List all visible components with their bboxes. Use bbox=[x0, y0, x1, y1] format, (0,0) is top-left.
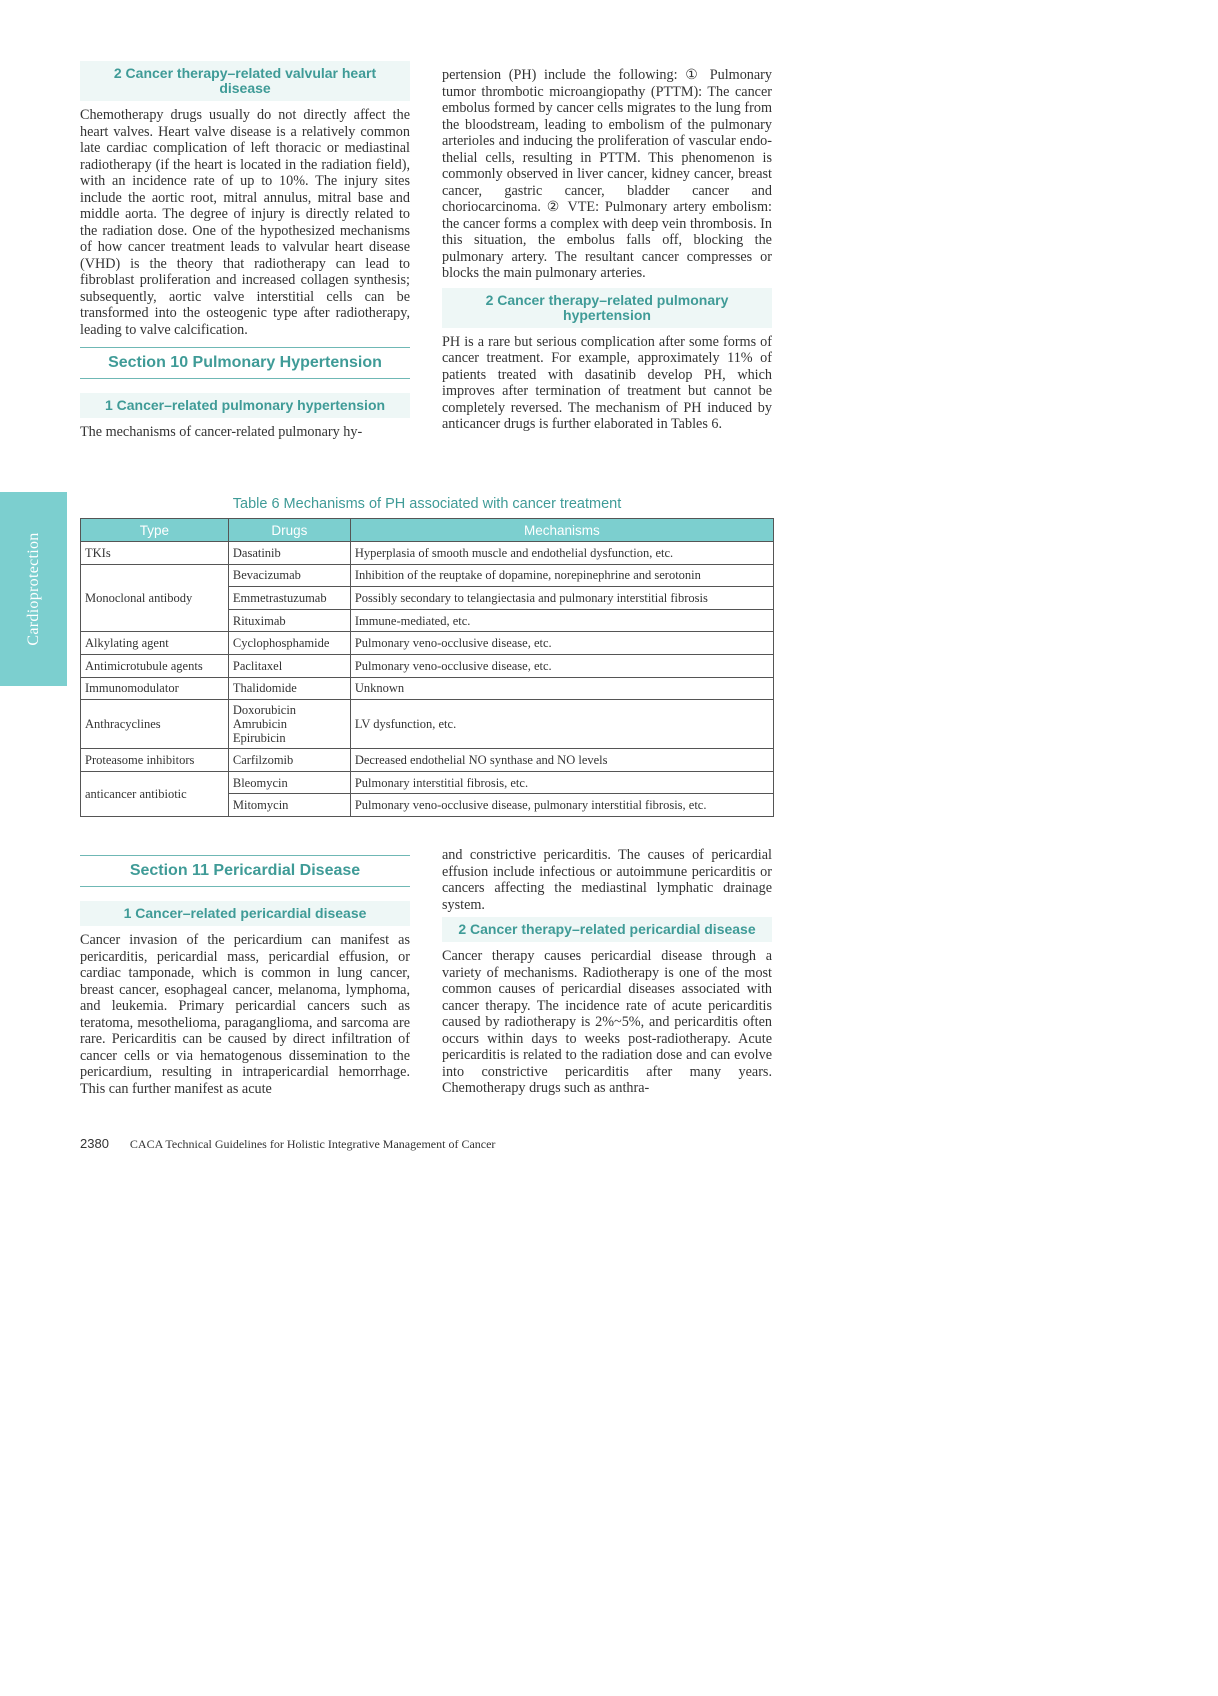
cell-drug: Paclitaxel bbox=[228, 654, 350, 677]
cell-drug: Amrubicin bbox=[232, 717, 288, 732]
cell-mechanism: Pulmonary veno-occlusive disease, etc. bbox=[350, 654, 773, 677]
cell-type: Anthracyclines bbox=[81, 700, 229, 749]
page-footer bbox=[80, 1136, 495, 1152]
cell-mechanism: Pulmonary veno-occlusive disease, pulmonary interstitial fibrosis, etc. bbox=[350, 794, 773, 817]
cell-mechanism: Decreased endothelial NO synthase and NO levels bbox=[350, 749, 773, 772]
cell-drug: Rituximab bbox=[228, 609, 350, 632]
cell-type: Immunomodulator bbox=[81, 677, 229, 700]
cell-mechanism: Unknown bbox=[350, 677, 773, 700]
cell-type: TKIs bbox=[81, 542, 229, 565]
table-header-row bbox=[81, 519, 774, 542]
table-row bbox=[81, 677, 774, 700]
cell-drug: Epirubicin bbox=[232, 731, 286, 746]
subheading-therapy-related-pericardial: 2 Cancer therapy–related pericardial disease bbox=[442, 917, 772, 942]
paragraph-therapy-related-ph: PH is a rare but serious complication after some forms of cancer treatment. For example, approximately 11% of patients treated with dasatinib develop PH, which improves after termination of treatment but cannot be completely reversed. The mechanism of PH induced by anticancer drugs is further elaborated in Tables 6. bbox=[442, 333, 772, 432]
cell-mechanism: Hyperplasia of smooth muscle and endothelial dysfunction, etc. bbox=[350, 542, 773, 565]
cell-mechanism: Pulmonary veno-occlusive disease, etc. bbox=[350, 632, 773, 655]
cell-mechanism: Possibly secondary to telangiectasia and pulmonary interstitial fibrosis bbox=[350, 587, 773, 610]
side-tab-label: Cardioprotection bbox=[24, 532, 42, 646]
cell-type: Proteasome inhibitors bbox=[81, 749, 229, 772]
subheading-cancer-related-ph: 1 Cancer–related pulmonary hypertension bbox=[80, 393, 410, 418]
cell-mechanism: Pulmonary interstitial fibrosis, etc. bbox=[350, 771, 773, 794]
section-heading-pulmonary: Section 10 Pulmonary Hypertension bbox=[80, 347, 410, 379]
paragraph-cancer-related-ph: The mechanisms of cancer-related pulmonary hy- bbox=[80, 424, 363, 440]
cell-mechanism: LV dysfunction, etc. bbox=[350, 700, 773, 749]
bottom-left-column bbox=[80, 855, 410, 1097]
subheading-therapy-related-ph: 2 Cancer therapy–related pulmonary hypertension bbox=[442, 288, 772, 328]
cell-drug: Bleomycin bbox=[228, 771, 350, 794]
top-left-column bbox=[80, 61, 410, 441]
subheading-valvular: 2 Cancer therapy–related valvular heart disease bbox=[80, 61, 410, 101]
table-row bbox=[81, 771, 774, 794]
cell-type: Alkylating agent bbox=[81, 632, 229, 655]
paragraph-therapy-related-pericardial: Cancer therapy causes pericardial disease through a variety of mechanisms. Radiotherapy is one of the most common causes of pericardial diseases associated with cancer therapy. The incidence rate of acute pericarditis caused by radiotherapy is 2%~5%, and pericarditis often occurs within days to weeks post-radiotherapy. Acute pericarditis is related to the radiation dose and can evolve into constrictive pericarditis after many years. Chemotherapy drugs such as anthra- bbox=[442, 948, 772, 1096]
table-row bbox=[81, 700, 774, 749]
cell-drug: Mitomycin bbox=[228, 794, 350, 817]
column-header-mechanisms: Mechanisms bbox=[350, 519, 773, 542]
page-number: 2380 bbox=[80, 1136, 109, 1151]
cell-mechanism: Inhibition of the reuptake of dopamine, norepinephrine and serotonin bbox=[350, 564, 773, 587]
cell-drugs-multi bbox=[228, 700, 350, 749]
cell-drug: Bevacizumab bbox=[228, 564, 350, 587]
cell-drug: Cyclophosphamide bbox=[228, 632, 350, 655]
table-row bbox=[81, 749, 774, 772]
table-row bbox=[81, 654, 774, 677]
paragraph-pericardial-causes: and constrictive pericarditis. The causes of pericardial effusion include infectious or autoimmune pericarditis or cancers affecting the mediastinal lymphatic drainage system. bbox=[442, 847, 772, 913]
side-tab bbox=[0, 492, 67, 686]
section-heading-pericardial: Section 11 Pericardial Disease bbox=[80, 855, 410, 887]
paragraph-cancer-related-pericardial: Cancer invasion of the pericardium can manifest as pericarditis, pericardial mass, pericardial effusion, or cardiac tamponade, which is common in lung cancer, breast cancer, esophageal cancer, melanoma, lymphoma, and leukemia. Primary pericardial cancers such as teratoma, mesothelioma, paraganglioma, and sarcoma are rare. Pericarditis can be caused by direct infiltration of cancer cells or via hematogenous dissemination to the pericardium, resulting in intrapericardial hemorrhage. This can further manifest as acute bbox=[80, 932, 410, 1097]
column-header-drugs: Drugs bbox=[228, 519, 350, 542]
cell-drug: Dasatinib bbox=[228, 542, 350, 565]
cell-type: Monoclonal antibody bbox=[81, 564, 229, 632]
top-right-column bbox=[442, 67, 772, 433]
table-row bbox=[81, 564, 774, 587]
bottom-right-column bbox=[442, 847, 772, 1097]
table-row bbox=[81, 632, 774, 655]
subheading-cancer-related-pericardial: 1 Cancer–related pericardial disease bbox=[80, 901, 410, 926]
running-title: CACA Technical Guidelines for Holistic Integrative Management of Cancer bbox=[129, 1137, 496, 1151]
cell-type: Antimicrotubule agents bbox=[81, 654, 229, 677]
cell-drug: Doxorubicin bbox=[232, 703, 297, 718]
cell-type: anticancer antibiotic bbox=[81, 771, 229, 816]
paragraph-valvular: Chemotherapy drugs usually do not directly affect the heart valves. Heart valve disease is a relatively common late cardiac complication of left thoracic or mediastinal radiotherapy (if the heart is located in the radiation field), with an incidence rate of up to 10%. The injury sites include the aortic root, mitral annulus, mitral base and middle aorta. The degree of injury is directly related to the radiation dose. One of the hypothesized mechanisms of how cancer treatment leads to valvular heart disease (VHD) is the theory that radiotherapy can lead to fibroblast proliferation and increased collagen synthesis; subsequently, aortic valve interstitial cells can be transformed into the osteogenic type after radiotherapy, leading to valve calcification. bbox=[80, 107, 410, 338]
cell-mechanism: Immune-mediated, etc. bbox=[350, 609, 773, 632]
mechanisms-table bbox=[80, 518, 774, 817]
cell-drug: Emmetrastuzumab bbox=[228, 587, 350, 610]
column-header-type: Type bbox=[81, 519, 229, 542]
cell-drug: Thalidomide bbox=[228, 677, 350, 700]
table-row bbox=[81, 542, 774, 565]
cell-drug: Carfilzomib bbox=[228, 749, 350, 772]
paragraph-ph-mechanisms: pertension (PH) include the following: ① Pulmonary tumor thrombotic microangiopathy (PTTM): The cancer embolus formed by cancer cells migrates to the lung from the bloodstream, leading to embolism of the pulmonary arterioles and inducing the proliferation of vascular endothelial cells, resulting in PTTM. This phenomenon is commonly observed in liver cancer, kidney cancer, breast cancer, gastric cancer, bladder cancer and choriocarcinoma. ② VTE: Pulmonary artery embolism: the cancer forms a complex with deep vein thrombosis. In this situation, the embolus falls off, blocking the pulmonary artery. The resultant cancer compresses or blocks the main pulmonary arteries. bbox=[442, 67, 772, 281]
table-caption: Table 6 Mechanisms of PH associated with cancer treatment bbox=[232, 496, 622, 512]
